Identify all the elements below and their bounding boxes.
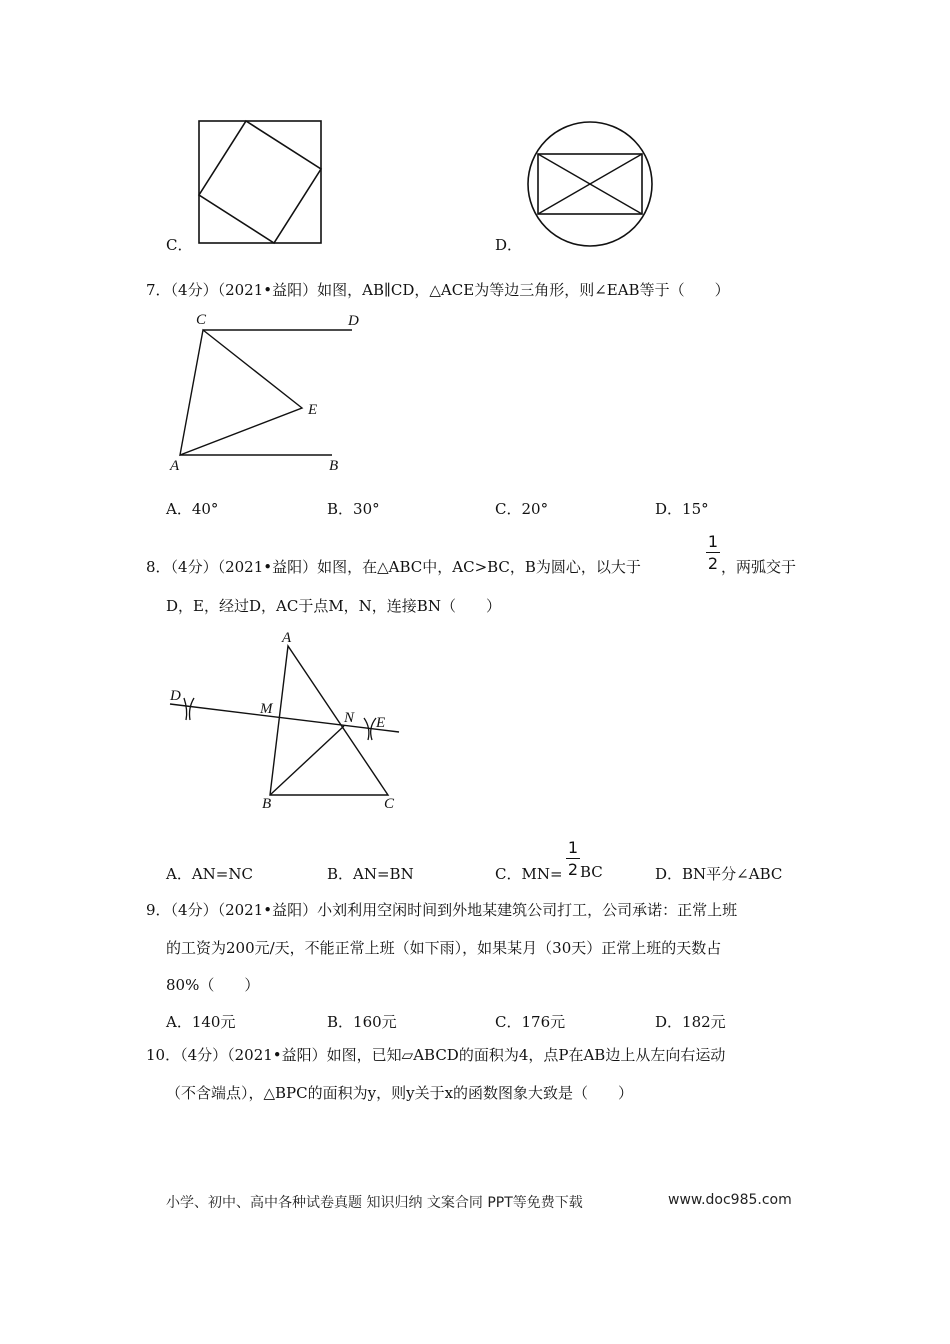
q8-label-n: N — [344, 710, 355, 726]
q9-option-a: A．140元 — [166, 1013, 236, 1031]
q8-option-d: D．BN平分∠ABC — [655, 865, 783, 883]
q8-label-b: B — [262, 796, 272, 812]
q8-label-a: A — [282, 630, 292, 646]
q10-line1: 10．（4分）（2021•益阳）如图，已知▱ABCD的面积为4，点P在AB边上从左向右运动 — [146, 1046, 726, 1064]
q8-option-c-fraction-denominator: 2 — [567, 860, 579, 880]
q9-line1: 9．（4分）（2021•益阳）小刘利用空闲时间到外地某建筑公司打工，公司承诺：正常上班 — [146, 901, 738, 919]
q6-figure-c — [196, 118, 336, 258]
q9-line3: 80%（ ） — [166, 976, 260, 994]
q7-option-a: A．40° — [166, 500, 219, 518]
q8-fraction-half — [706, 532, 720, 573]
q7-label-a: A — [170, 458, 180, 474]
q8-label-m: M — [260, 701, 273, 717]
q7-label-b: B — [329, 458, 339, 474]
q6-figure-d — [522, 118, 662, 258]
q8-option-a: A．AN=NC — [166, 865, 253, 883]
q8-stem-line1-end: ，两弧交于 — [721, 558, 797, 576]
q8-label-d: D — [170, 688, 181, 704]
q8-label-c: C — [384, 796, 395, 812]
q8-stem-line2: D，E，经过D，AC于点M，N，连接BN（ ） — [166, 597, 501, 615]
q7-option-b: B．30° — [327, 500, 380, 518]
q8-option-c-fraction-bar — [566, 858, 580, 859]
q7-option-d: D．15° — [655, 500, 709, 518]
q8-fraction-numerator: 1 — [707, 532, 719, 551]
q7-label-d: D — [348, 313, 359, 329]
q7-label-e: E — [308, 402, 318, 418]
q8-option-c-fraction — [566, 838, 580, 879]
q8-stem-line1: 8．（4分）（2021•益阳）如图，在△ABC中，AC>BC，B为圆心，以大于 — [146, 558, 641, 576]
q8-option-c-suffix: BC — [580, 863, 603, 881]
q8-option-c-fraction-numerator: 1 — [567, 838, 579, 857]
q8-option-b: B．AN=BN — [327, 865, 414, 883]
q9-option-b: B．160元 — [327, 1013, 397, 1031]
q8-fraction-bar — [706, 552, 720, 553]
footer-url[interactable]: www.doc985.com — [668, 1192, 792, 1208]
q8-label-e: E — [376, 715, 386, 731]
q8-fraction-denominator: 2 — [707, 554, 719, 574]
q9-option-d: D．182元 — [655, 1013, 726, 1031]
q7-option-c: C．20° — [495, 500, 549, 518]
footer-text: 小学、初中、高中各种试卷真题 知识归纳 文案合同 PPT等免费下载 — [166, 1195, 583, 1211]
q6-option-c-label: C． — [166, 236, 193, 254]
q7-label-c: C — [196, 312, 207, 328]
q8-figure — [166, 628, 406, 818]
q7-figure — [160, 308, 380, 478]
q9-line2: 的工资为200元/天，不能正常上班（如下雨），如果某月（30天）正常上班的天数占 — [166, 939, 722, 957]
q6-option-d-label: D． — [495, 236, 523, 254]
q10-line2: （不含端点），△BPC的面积为y，则y关于x的函数图象大致是（ ） — [166, 1084, 634, 1102]
q7-stem: 7．（4分）（2021•益阳）如图，AB∥CD，△ACE为等边三角形，则∠EAB等于（ ） — [146, 281, 730, 299]
q9-option-c: C．176元 — [495, 1013, 566, 1031]
q8-option-c: C．MN= — [495, 865, 563, 883]
